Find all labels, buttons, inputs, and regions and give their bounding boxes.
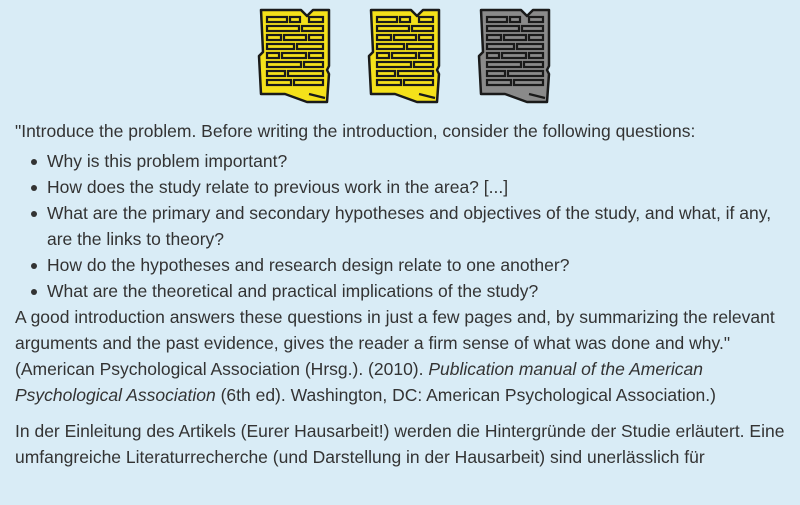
icon-row [0, 0, 800, 110]
summary-text: A good introduction answers these questions in just a few pages and, by summarizing the relevant arguments and the past evidence, gives the reader a firm sense of what was done and why." (American Psychological Association (Hrsg.). (2010). [15, 307, 775, 379]
article-content [15, 118, 785, 470]
document-icon[interactable] [475, 6, 555, 104]
list-item: Why is this problem important? [47, 148, 785, 174]
document-icon[interactable] [255, 6, 335, 104]
list-item: How does the study relate to previous work in the area? [...] [47, 174, 785, 200]
citation-tail: (6th ed). Washington, DC: American Psychological Association.) [215, 385, 716, 405]
list-item: What are the theoretical and practical implications of the study? [47, 278, 785, 304]
citation-title: Publication manual of the American Psychological Association [15, 359, 704, 405]
list-item: How do the hypotheses and research design relate to one another? [47, 252, 785, 278]
document-icon[interactable] [365, 6, 445, 104]
question-list [15, 148, 785, 304]
summary-paragraph [15, 304, 785, 408]
german-paragraph: In der Einleitung des Artikels (Eurer Hausarbeit!) werden die Hintergründe der Studie erläutert. Eine umfangreiche Literaturrecherche (und Darstellung in der Hausarbeit) sind unerlässlich für [15, 421, 785, 467]
list-item: What are the primary and secondary hypotheses and objectives of the study, and what, if any, are the links to theory? [47, 200, 785, 252]
intro-paragraph: "Introduce the problem. Before writing the introduction, consider the following questions: [15, 121, 696, 141]
